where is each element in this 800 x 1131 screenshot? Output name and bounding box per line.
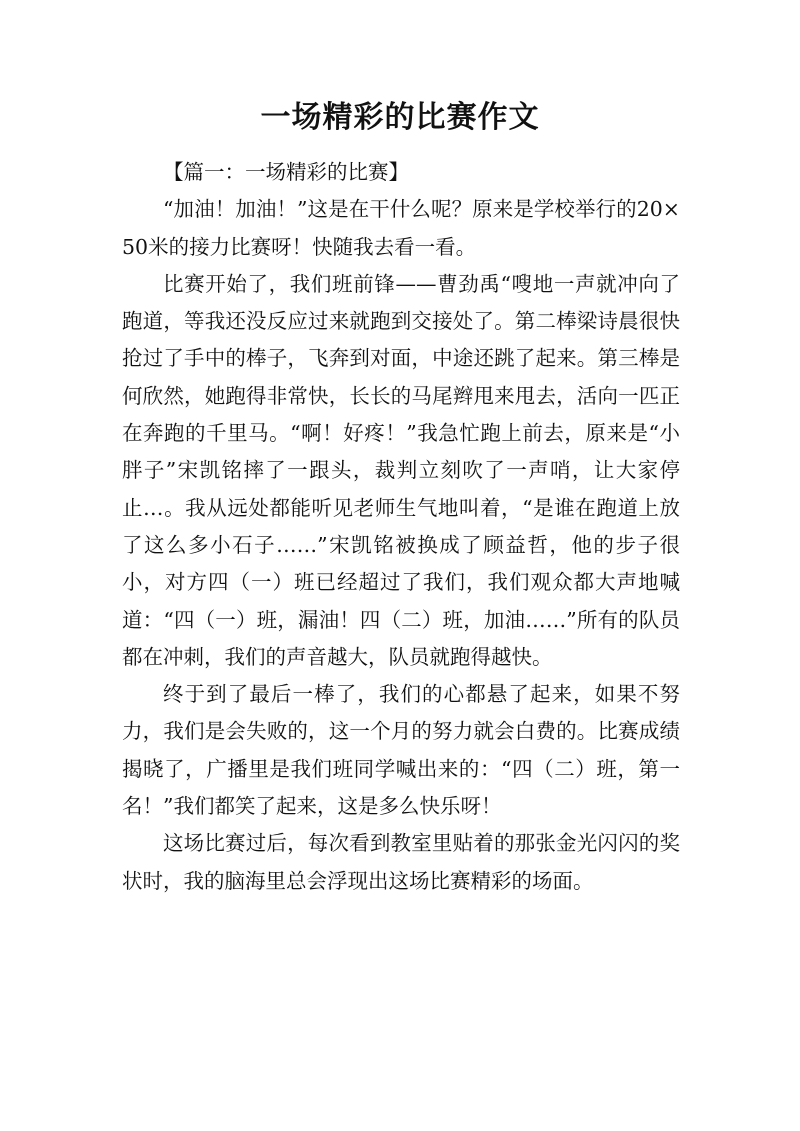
document-title: 一场精彩的比赛作文 bbox=[260, 100, 540, 135]
section-heading: 【篇一：一场精彩的比赛】 bbox=[163, 160, 409, 184]
paragraph-3: 终于到了最后一棒了，我们的心都悬了起来，如果不努力，我们是会失败的，这一个月的努力就会白费的。比赛成绩揭晓了，广播里是我们班同学喊出来的：“四（二）班，第一名！”我们都笑了起来，这是多么快乐呀！ bbox=[122, 682, 680, 819]
paragraph-1: “加油！加油！”这是在干什么呢？原来是学校举行的20×50米的接力比赛呀！快随我去看一看。 bbox=[122, 197, 680, 259]
document-body bbox=[122, 154, 680, 900]
paragraph-4: 这场比赛过后，每次看到教室里贴着的那张金光闪闪的奖状时，我的脑海里总会浮现出这场比赛精彩的场面。 bbox=[122, 831, 680, 893]
paragraph-2: 比赛开始了，我们班前锋——曹劲禹“嗖地一声就冲向了跑道，等我还没反应过来就跑到交接处了。第二棒梁诗晨很快抢过了手中的棒子，飞奔到对面，中途还跳了起来。第三棒是何欣然，她跑得非常快，长长的马尾辫甩来甩去，活向一匹正在奔跑的千里马。“啊！好疼！”我急忙跑上前去，原来是“小胖子”宋凯铭摔了一跟头，裁判立刻吹了一声哨，让大家停止…。我从远处都能听见老师生气地叫着，“是谁在跑道上放了这么多小石子……”宋凯铭被换成了顾益哲，他的步子很小，对方四（一）班已经超过了我们，我们观众都大声地喊道：“四（一）班，漏油！四（二）班，加油……”所有的队员都在冲刺，我们的声音越大，队员就跑得越快。 bbox=[122, 271, 680, 669]
